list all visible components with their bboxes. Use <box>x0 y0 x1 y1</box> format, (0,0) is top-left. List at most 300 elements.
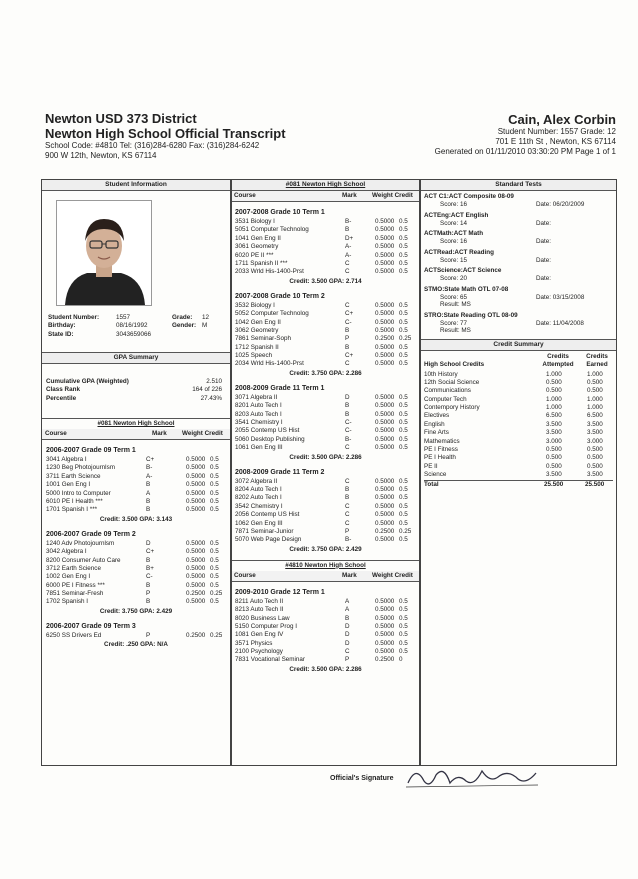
test-line: Score: 14 <box>440 219 467 227</box>
course-mark: B <box>345 343 350 351</box>
course-credit: 0.5 <box>399 310 408 318</box>
gpa-summary-heading: GPA Summary <box>42 353 230 364</box>
course-weight: 0.5000 <box>375 393 395 401</box>
course-weight: 0.5000 <box>375 251 395 259</box>
term-credit-gpa: Credit: 3.750 GPA: 2.429 <box>289 545 362 553</box>
course-credit: 0.5 <box>399 234 408 242</box>
course-credit: 0.5 <box>399 485 408 493</box>
mid-school-name: #081 Newton High School <box>232 180 419 191</box>
course-name: 1061 Gen Eng III <box>235 444 283 452</box>
credit-name: PE I Health <box>424 454 456 462</box>
course-name: 1701 Spanish I *** <box>46 506 98 514</box>
term-heading: 2007-2008 Grade 10 Term 2 <box>235 292 325 300</box>
course-row <box>235 218 416 226</box>
course-weight: 0.5000 <box>186 564 206 572</box>
student-address: 701 E 11th St , Newton, KS 67114 <box>495 137 616 146</box>
gpa-row <box>46 395 226 403</box>
test-line: Score: 15 <box>440 256 467 264</box>
course-credit: 0.5 <box>210 581 219 589</box>
course-mark: P <box>345 335 350 343</box>
student-header <box>435 112 616 157</box>
col-mark: Mark <box>152 430 167 437</box>
course-weight: 0.5000 <box>375 360 395 368</box>
credit-row <box>424 454 613 462</box>
test-block <box>424 230 613 246</box>
course-credit: 0.5 <box>399 477 408 485</box>
test-date: Date: 11/04/2008 <box>536 319 584 327</box>
course-credit: 0.25 <box>210 631 223 639</box>
credit-name: Science <box>424 471 447 479</box>
course-mark: C <box>345 268 350 276</box>
course-weight: 0.5000 <box>186 506 206 514</box>
credit-row <box>424 471 613 479</box>
course-mark: B <box>146 497 151 505</box>
course-name: 1711 Spanish II *** <box>235 259 288 267</box>
course-mark: B <box>345 326 350 334</box>
course-name: 2034 Wrld His-1400-Prst <box>235 360 304 368</box>
student-photo <box>56 200 152 306</box>
credit-earned: 1.000 <box>587 404 603 412</box>
test-line: Score: 65 <box>440 293 467 301</box>
course-row <box>46 498 226 506</box>
test-date: Date: <box>536 238 552 245</box>
course-mark: B <box>345 402 350 410</box>
course-row <box>46 565 226 573</box>
course-credit: 0.5 <box>399 648 408 656</box>
credit-attempted: 1.000 <box>546 404 562 412</box>
course-name: 3712 Earth Science <box>46 564 101 572</box>
course-name: 3542 Chemistry I <box>235 502 283 510</box>
course-mark: D <box>345 639 350 647</box>
course-weight: 0.5000 <box>375 435 395 443</box>
credit-name: 10th History <box>424 370 458 378</box>
course-row <box>46 464 226 472</box>
course-name: 8202 Auto Tech I <box>235 494 282 502</box>
credit-earned: 6.500 <box>587 412 603 420</box>
credit-attempted: 0.500 <box>546 378 562 386</box>
course-credit: 0.5 <box>399 352 408 360</box>
course-credit: 0.5 <box>210 598 219 606</box>
credit-row <box>424 404 613 412</box>
course-credit: 0.5 <box>399 435 408 443</box>
course-weight: 0.5000 <box>186 456 206 463</box>
course-name: 1240 Adv Photojournlsm <box>46 539 115 547</box>
course-name: 5052 Computer Technolog <box>235 310 309 318</box>
course-mark: B <box>345 410 350 418</box>
course-name: 8211 Auto Tech II <box>235 597 284 605</box>
course-credit: 0.5 <box>399 614 408 622</box>
course-mark: C- <box>345 419 352 427</box>
course-mark: B- <box>345 218 352 225</box>
course-weight: 0.2500 <box>186 631 206 639</box>
credit-attempted: 6.500 <box>546 412 562 420</box>
course-row <box>46 598 226 606</box>
credit-row <box>424 446 613 454</box>
course-row <box>235 478 416 486</box>
course-weight: 0.5000 <box>186 489 206 497</box>
grade-label: Grade: <box>172 314 193 321</box>
test-block <box>424 249 613 265</box>
test-date: Date: <box>536 256 552 264</box>
course-name: 3071 Algebra II <box>235 393 278 401</box>
course-name: 1062 Gen Eng III <box>235 519 283 527</box>
course-credit: 0.5 <box>399 402 408 410</box>
course-credit: 0.5 <box>399 226 408 234</box>
course-name: 1002 Gen Eng I <box>46 573 91 581</box>
course-mark: A- <box>345 251 352 259</box>
gpa-value: 2.510 <box>206 378 222 385</box>
test-block <box>424 212 613 228</box>
course-weight: 0.5000 <box>375 234 395 242</box>
course-row <box>46 473 226 481</box>
credit-name: Electives <box>424 412 450 420</box>
course-credit: 0.5 <box>399 597 408 605</box>
course-row <box>235 615 416 623</box>
left-column-headers <box>42 429 230 440</box>
course-name: 3042 Algebra I <box>46 548 87 556</box>
credit-summary-headers <box>421 351 616 371</box>
course-credit: 0.5 <box>399 536 408 544</box>
course-name: 8213 Auto Tech II <box>235 606 284 614</box>
course-weight: 0.5000 <box>375 622 395 630</box>
credit-name: Communications <box>424 387 471 395</box>
course-row <box>235 648 416 656</box>
credit-row <box>424 421 613 429</box>
course-mark: B- <box>345 536 352 544</box>
course-mark: P <box>146 590 151 598</box>
course-credit: 0.5 <box>210 539 219 547</box>
student-number-line: Student Number: 1557 Grade: 12 <box>497 127 616 136</box>
student-info-heading: Student Information <box>42 180 230 191</box>
course-row <box>235 327 416 335</box>
signature-label: Official's Signature <box>330 775 394 782</box>
course-weight: 0.2500 <box>375 656 395 664</box>
test-name: ACTEng:ACT English <box>424 211 489 219</box>
course-weight: 0.5000 <box>375 419 395 427</box>
course-credit: 0.5 <box>399 268 408 276</box>
course-name: 3532 Biology I <box>235 301 275 309</box>
course-mark: C <box>345 301 350 309</box>
course-mark: C+ <box>146 456 155 463</box>
course-row <box>46 490 226 498</box>
course-name: 1001 Gen Eng I <box>46 481 91 489</box>
test-name: STRO:State Reading OTL 08-09 <box>424 311 518 319</box>
course-name: 3531 Biology I <box>235 218 275 225</box>
course-credit: 0.5 <box>210 506 219 514</box>
gpa-label: Cumulative GPA (Weighted) <box>46 378 129 385</box>
student-details <box>48 314 226 339</box>
gpa-row <box>46 378 226 386</box>
course-name: 1025 Speech <box>235 352 273 360</box>
mid-school2-name: #4810 Newton High School <box>285 561 366 569</box>
course-row <box>235 302 416 310</box>
credit-row <box>424 463 613 471</box>
course-name: 6020 PE II *** <box>235 251 274 259</box>
course-weight: 0.5000 <box>375 519 395 527</box>
course-mark: A <box>146 489 151 497</box>
col-course: Course <box>234 571 256 579</box>
course-credit: 0.5 <box>399 360 408 368</box>
credit-row <box>424 412 613 420</box>
test-line: Result: MS <box>440 327 471 334</box>
course-credit: 0.5 <box>399 494 408 502</box>
course-row <box>235 606 416 614</box>
term-heading: 2007-2008 Grade 10 Term 1 <box>235 209 325 216</box>
gender-label: Gender: <box>172 322 197 330</box>
course-mark: C <box>345 259 350 267</box>
course-row <box>235 494 416 502</box>
course-credit: 0.5 <box>210 489 219 497</box>
credit-name: PE I Fitness <box>424 446 458 454</box>
course-row <box>235 360 416 368</box>
course-name: 3571 Physics <box>235 639 273 647</box>
course-mark: P <box>345 656 350 664</box>
course-name: 3072 Algebra II <box>235 477 278 485</box>
course-credit: 0.5 <box>399 251 408 259</box>
course-mark: C <box>345 444 350 452</box>
credit-row <box>424 371 613 379</box>
gpa-value: 27.43% <box>200 394 222 402</box>
col-course: Course <box>234 192 256 199</box>
generated-line: Generated on 01/11/2010 03:30:20 PM Page 1 of 1 <box>434 147 616 156</box>
course-weight: 0.5000 <box>375 427 395 435</box>
course-weight: 0.5000 <box>375 614 395 622</box>
course-credit: 0.25 <box>399 335 412 343</box>
course-name: 3041 Algebra I <box>46 456 87 463</box>
course-credit: 0.5 <box>399 631 408 639</box>
course-weight: 0.2500 <box>375 527 395 535</box>
state-id-label: State ID: <box>48 330 74 338</box>
course-weight: 0.5000 <box>375 606 395 614</box>
gpa-value: 164 of 226 <box>192 386 222 394</box>
school-address: 900 W 12th, Newton, KS 67114 <box>45 151 157 160</box>
test-name: ACT C1:ACT Composite 08-09 <box>424 193 514 200</box>
course-weight: 0.5000 <box>186 481 206 489</box>
test-name: ACTMath:ACT Math <box>424 230 484 237</box>
course-credit: 0.5 <box>399 259 408 267</box>
course-name: 5051 Computer Technolog <box>235 226 309 234</box>
test-date: Date: <box>536 275 552 282</box>
credit-name: Mathematics <box>424 437 460 445</box>
course-mark: B <box>146 481 151 489</box>
course-weight: 0.2500 <box>375 335 395 343</box>
gender-value: M <box>202 322 208 330</box>
test-date: Date: <box>536 219 552 227</box>
course-mark: B <box>146 581 151 589</box>
course-name: 2055 Contemp US Hist <box>235 427 300 435</box>
course-credit: 0.5 <box>210 564 219 572</box>
course-name: 5070 Web Page Design <box>235 536 302 544</box>
credit-total-label: Total <box>424 480 439 488</box>
credit-summary-heading: Credit Summary <box>421 340 616 351</box>
course-row <box>46 590 226 598</box>
credit-summary-section <box>421 339 616 489</box>
credit-earned: 0.500 <box>587 378 603 386</box>
course-mark: A- <box>345 243 352 251</box>
middle-panel <box>231 179 420 766</box>
course-name: 6010 PE I Health *** <box>46 497 103 505</box>
term-heading: 2006-2007 Grade 09 Term 3 <box>46 622 136 630</box>
course-credit: 0 <box>399 656 403 664</box>
credit-earned: 3.500 <box>587 429 603 437</box>
credit-earned: 0.500 <box>587 446 603 454</box>
course-credit: 0.5 <box>210 481 219 489</box>
credit-row <box>424 379 613 387</box>
course-row <box>235 503 416 511</box>
col-weight-credit: Weight Credit <box>372 571 413 579</box>
course-row <box>235 402 416 410</box>
course-row <box>235 536 416 544</box>
test-block <box>424 193 613 209</box>
course-mark: B <box>146 598 151 606</box>
gpa-summary <box>42 352 230 403</box>
credit-attempted: 3.500 <box>546 429 562 437</box>
credit-attempted: 3.500 <box>546 471 562 479</box>
course-weight: 0.5000 <box>375 243 395 251</box>
course-mark: C <box>345 648 350 656</box>
district-header <box>45 112 286 161</box>
credit-total-earned: 25.500 <box>585 480 605 488</box>
gpa-label: Class Rank <box>46 386 80 394</box>
course-weight: 0.5000 <box>375 402 395 410</box>
course-row <box>235 268 416 276</box>
test-line: Score: 16 <box>440 201 467 208</box>
course-weight: 0.5000 <box>375 268 395 276</box>
course-weight: 0.5000 <box>186 598 206 606</box>
col-weight-credit: Weight Credit <box>372 192 413 199</box>
course-mark: A- <box>146 472 153 480</box>
credit-row <box>424 438 613 446</box>
course-name: 1712 Spanish II <box>235 343 279 351</box>
course-name: 3062 Geometry <box>235 326 279 334</box>
course-row <box>46 540 226 548</box>
course-name: 1081 Gen Eng IV <box>235 631 284 639</box>
signature-area <box>330 775 394 782</box>
school-contact: School Code: #4810 Tel: (316)284-6280 Fax: (316)284-6242 <box>45 141 260 150</box>
course-mark: C <box>345 511 350 519</box>
course-name: 5150 Computer Prog I <box>235 622 297 630</box>
student-name: Cain, Alex Corbin <box>508 112 616 127</box>
course-row <box>235 656 416 664</box>
course-name: 5060 Desktop Publishing <box>235 435 305 443</box>
course-row <box>235 623 416 631</box>
course-weight: 0.5000 <box>375 444 395 452</box>
course-mark: D+ <box>345 234 354 242</box>
course-row <box>46 456 226 464</box>
course-credit: 0.5 <box>399 218 408 225</box>
credit-name: Computer Tech <box>424 395 467 403</box>
course-mark: B <box>146 556 151 564</box>
course-weight: 0.5000 <box>375 536 395 544</box>
district-name: Newton USD 373 District <box>45 111 197 126</box>
course-weight: 0.2500 <box>186 590 206 598</box>
credit-attempted: 3.500 <box>546 420 562 428</box>
credit-name: Fine Arts <box>424 429 449 437</box>
credit-name: 12th Social Science <box>424 378 480 386</box>
term-heading: 2006-2007 Grade 09 Term 1 <box>46 447 136 454</box>
course-mark: D <box>345 393 350 401</box>
col-mark: Mark <box>342 192 357 199</box>
course-row <box>46 481 226 489</box>
col-course: Course <box>45 430 67 437</box>
mid-school2-section <box>232 560 419 674</box>
course-row <box>235 598 416 606</box>
course-name: 7861 Seminar-Soph <box>235 335 292 343</box>
course-weight: 0.5000 <box>375 511 395 519</box>
course-credit: 0.5 <box>399 444 408 452</box>
course-row <box>46 632 226 640</box>
course-credit: 0.5 <box>210 556 219 564</box>
course-weight: 0.5000 <box>375 477 395 485</box>
signature-scribble <box>402 763 542 793</box>
course-mark: C <box>345 477 350 485</box>
term-credit-gpa: Credit: 3.500 GPA: 3.143 <box>99 515 173 523</box>
gpa-label: Percentile <box>46 394 77 402</box>
course-mark: C- <box>345 318 352 326</box>
gpa-row <box>46 386 226 394</box>
course-weight: 0.5000 <box>186 581 206 589</box>
course-credit: 0.5 <box>399 622 408 630</box>
col-mark: Mark <box>342 571 357 579</box>
student-number-value: 1557 <box>116 314 131 321</box>
course-credit: 0.25 <box>399 527 412 535</box>
course-weight: 0.5000 <box>186 464 206 472</box>
credit-attempted: 0.500 <box>546 446 562 454</box>
course-name: 3061 Geometry <box>235 243 279 251</box>
course-name: 1042 Gen Eng II <box>235 318 281 326</box>
credit-attempted: 0.500 <box>546 454 562 462</box>
left-school-section <box>42 418 230 649</box>
course-name: 8201 Auto Tech I <box>235 402 282 410</box>
course-row <box>235 444 416 452</box>
credit-attempted: 3.000 <box>546 437 562 445</box>
course-weight: 0.5000 <box>186 497 206 505</box>
credit-name: PE II <box>424 462 438 470</box>
course-mark: C- <box>345 427 352 435</box>
course-weight: 0.5000 <box>186 556 206 564</box>
course-row <box>46 506 226 514</box>
transcript-title: Newton High School Official Transcript <box>45 126 286 141</box>
right-panel <box>420 179 617 766</box>
course-mark: C <box>345 519 350 527</box>
term-credit-gpa: Credit: 3.500 GPA: 2.286 <box>289 665 362 673</box>
course-weight: 0.5000 <box>375 343 395 351</box>
course-row <box>235 344 416 352</box>
course-mark: C+ <box>146 548 155 556</box>
course-mark: A <box>345 597 350 605</box>
term-heading: 2009-2010 Grade 12 Term 1 <box>235 588 325 596</box>
course-mark: C <box>345 360 350 368</box>
course-mark: C <box>345 502 350 510</box>
test-line: Score: 16 <box>440 238 467 245</box>
test-name: ACTRead:ACT Reading <box>424 248 494 256</box>
course-mark: D <box>345 631 350 639</box>
course-credit: 0.5 <box>399 243 408 251</box>
state-id-value: 3043659066 <box>116 330 152 338</box>
credit-earned: 3.500 <box>587 471 603 479</box>
course-name: 7831 Vocational Seminar <box>235 656 306 664</box>
course-row <box>235 394 416 402</box>
course-row <box>235 335 416 343</box>
term-heading: 2008-2009 Grade 11 Term 2 <box>235 468 325 476</box>
standard-tests-heading: Standard Tests <box>421 180 616 191</box>
course-credit: 0.5 <box>210 464 219 472</box>
course-mark: C+ <box>345 310 354 318</box>
course-credit: 0.5 <box>210 573 219 581</box>
course-name: 2056 Contemp US Hist <box>235 511 300 519</box>
course-row <box>46 582 226 590</box>
course-name: 3711 Earth Science <box>46 472 101 480</box>
